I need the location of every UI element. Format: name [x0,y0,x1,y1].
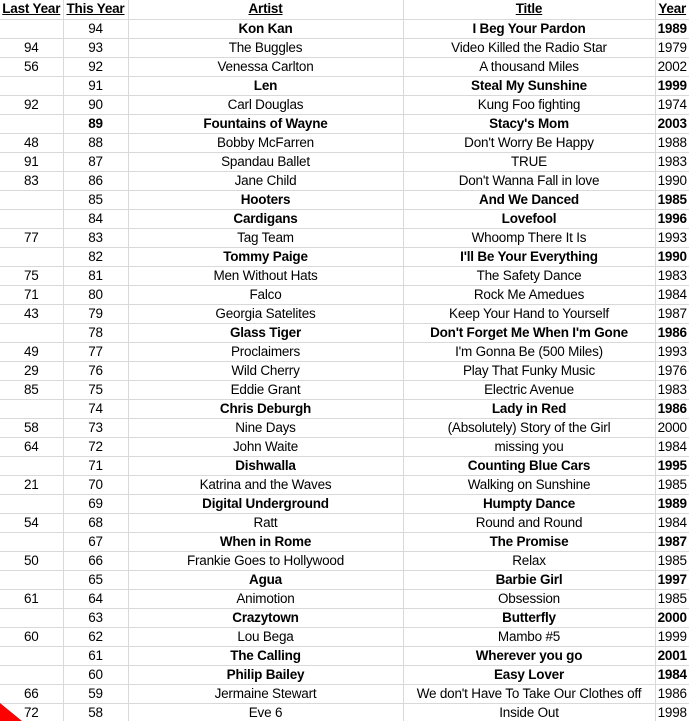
table-row [0,456,689,475]
cell-year[interactable]: 1999 [655,76,689,95]
cell-year[interactable]: 1987 [655,304,689,323]
cell-title[interactable]: missing you [403,437,655,456]
table-row [0,608,689,627]
table-row [0,171,689,190]
cell-last_year[interactable]: 83 [0,171,63,190]
cell-this_year[interactable]: 87 [63,152,128,171]
cell-title[interactable]: Keep Your Hand to Yourself [403,304,655,323]
cell-last_year[interactable] [0,19,63,38]
col-header-this-year[interactable]: This Year [63,0,128,19]
cell-title[interactable]: And We Danced [403,190,655,209]
cell-title[interactable]: Kung Foo fighting [403,95,655,114]
cell-this_year[interactable]: 78 [63,323,128,342]
cell-last_year[interactable] [0,608,63,627]
cell-year[interactable]: 1985 [655,190,689,209]
table-row [0,399,689,418]
cell-artist[interactable]: Hooters [128,190,403,209]
cell-artist[interactable]: Chris Deburgh [128,399,403,418]
cell-title[interactable]: The Safety Dance [403,266,655,285]
cell-year[interactable]: 1983 [655,380,689,399]
cell-this_year[interactable]: 91 [63,76,128,95]
cell-artist[interactable]: Spandau Ballet [128,152,403,171]
table-row [0,76,689,95]
table-row [0,285,689,304]
table-row [0,247,689,266]
cell-title[interactable]: Humpty Dance [403,494,655,513]
cell-year[interactable]: 1985 [655,589,689,608]
cell-title[interactable]: TRUE [403,152,655,171]
cell-year[interactable]: 1986 [655,399,689,418]
cell-last_year[interactable]: 77 [0,228,63,247]
cell-year[interactable]: 1984 [655,285,689,304]
cell-last_year[interactable] [0,209,63,228]
cell-artist[interactable]: Ratt [128,513,403,532]
cell-artist[interactable]: Bobby McFarren [128,133,403,152]
cell-title[interactable]: Steal My Sunshine [403,76,655,95]
table-row [0,437,689,456]
cell-this_year[interactable]: 94 [63,19,128,38]
table-row [0,38,689,57]
cell-artist[interactable]: Tommy Paige [128,247,403,266]
cell-last_year[interactable]: 64 [0,437,63,456]
cell-this_year[interactable]: 81 [63,266,128,285]
cell-year[interactable]: 1989 [655,19,689,38]
cell-last_year[interactable]: 58 [0,418,63,437]
cell-artist[interactable]: Animotion [128,589,403,608]
cell-artist[interactable]: Carl Douglas [128,95,403,114]
cell-this_year[interactable]: 89 [63,114,128,133]
cell-last_year[interactable]: 56 [0,57,63,76]
cell-year[interactable]: 1983 [655,152,689,171]
cell-this_year[interactable]: 75 [63,380,128,399]
cell-this_year[interactable]: 93 [63,38,128,57]
cell-this_year[interactable]: 90 [63,95,128,114]
cell-this_year[interactable]: 69 [63,494,128,513]
cell-title[interactable]: Easy Lover [403,665,655,684]
table-row [0,627,689,646]
cell-artist[interactable]: Dishwalla [128,456,403,475]
cell-artist[interactable]: Lou Bega [128,627,403,646]
cell-year[interactable]: 1976 [655,361,689,380]
cell-year[interactable]: 1998 [655,703,689,721]
cell-year[interactable]: 1986 [655,323,689,342]
cell-this_year[interactable]: 70 [63,475,128,494]
cell-title[interactable]: Lovefool [403,209,655,228]
cell-title[interactable]: (Absolutely) Story of the Girl [403,418,655,437]
cell-title[interactable]: Whoomp There It Is [403,228,655,247]
cell-artist[interactable]: The Calling [128,646,403,665]
cell-year[interactable]: 1996 [655,209,689,228]
cell-year[interactable]: 1983 [655,266,689,285]
cell-artist[interactable]: Eddie Grant [128,380,403,399]
cell-title[interactable]: Lady in Red [403,399,655,418]
table-row [0,589,689,608]
col-header-artist[interactable]: Artist [128,0,403,19]
cell-artist[interactable]: Philip Bailey [128,665,403,684]
cell-title[interactable]: Don't Forget Me When I'm Gone [403,323,655,342]
cell-year[interactable]: 1990 [655,171,689,190]
cell-this_year[interactable]: 80 [63,285,128,304]
table-row [0,551,689,570]
cell-last_year[interactable]: 91 [0,152,63,171]
cell-title[interactable]: The Promise [403,532,655,551]
cell-last_year[interactable] [0,76,63,95]
cell-this_year[interactable]: 61 [63,646,128,665]
cell-year[interactable]: 1974 [655,95,689,114]
cell-last_year[interactable] [0,247,63,266]
table-row [0,152,689,171]
cell-year[interactable]: 1984 [655,665,689,684]
cell-last_year[interactable] [0,399,63,418]
cell-last_year[interactable] [0,570,63,589]
cell-artist[interactable]: Nine Days [128,418,403,437]
cell-this_year[interactable]: 74 [63,399,128,418]
cell-this_year[interactable]: 68 [63,513,128,532]
cell-last_year[interactable]: 48 [0,133,63,152]
cell-this_year[interactable]: 85 [63,190,128,209]
cell-title[interactable]: A thousand Miles [403,57,655,76]
cell-this_year[interactable]: 84 [63,209,128,228]
cell-title[interactable]: We don't Have To Take Our Clothes off [403,684,655,703]
cell-year[interactable]: 1984 [655,437,689,456]
cell-artist[interactable]: Jermaine Stewart [128,684,403,703]
cell-artist[interactable]: Cardigans [128,209,403,228]
cell-title[interactable]: Inside Out [403,703,655,721]
cell-this_year[interactable]: 77 [63,342,128,361]
cell-last_year[interactable] [0,323,63,342]
cell-year[interactable]: 1984 [655,513,689,532]
cell-artist[interactable]: Men Without Hats [128,266,403,285]
cell-last_year[interactable]: 60 [0,627,63,646]
cell-this_year[interactable]: 62 [63,627,128,646]
cell-title[interactable]: Rock Me Amedues [403,285,655,304]
cell-this_year[interactable]: 83 [63,228,128,247]
cell-last_year[interactable]: 54 [0,513,63,532]
col-header-title[interactable]: Title [403,0,655,19]
cell-title[interactable]: Play That Funky Music [403,361,655,380]
cell-this_year[interactable]: 72 [63,437,128,456]
cell-title[interactable]: Video Killed the Radio Star [403,38,655,57]
table-row [0,342,689,361]
cell-title[interactable]: Barbie Girl [403,570,655,589]
table-row [0,114,689,133]
cell-artist[interactable]: Len [128,76,403,95]
cell-last_year[interactable] [0,456,63,475]
cell-last_year[interactable]: 50 [0,551,63,570]
cell-last_year[interactable] [0,646,63,665]
cell-artist[interactable]: Frankie Goes to Hollywood [128,551,403,570]
cell-this_year[interactable]: 82 [63,247,128,266]
header-row [0,0,689,19]
table-row [0,703,689,721]
cell-title[interactable]: Mambo #5 [403,627,655,646]
cell-last_year[interactable]: 29 [0,361,63,380]
cell-year[interactable]: 2003 [655,114,689,133]
cell-last_year[interactable]: 85 [0,380,63,399]
table-row [0,323,689,342]
table-row [0,665,689,684]
cell-title[interactable]: Round and Round [403,513,655,532]
cell-title[interactable]: Walking on Sunshine [403,475,655,494]
cell-artist[interactable]: Glass Tiger [128,323,403,342]
cell-this_year[interactable]: 60 [63,665,128,684]
cell-title[interactable]: Electric Avenue [403,380,655,399]
cell-last_year[interactable]: 94 [0,38,63,57]
cell-title[interactable]: I'm Gonna Be (500 Miles) [403,342,655,361]
cell-year[interactable]: 1979 [655,38,689,57]
cell-this_year[interactable]: 65 [63,570,128,589]
table-row [0,57,689,76]
cell-artist[interactable]: Wild Cherry [128,361,403,380]
cell-year[interactable]: 1986 [655,684,689,703]
cell-this_year[interactable]: 67 [63,532,128,551]
cell-year[interactable]: 1989 [655,494,689,513]
cell-last_year[interactable] [0,190,63,209]
table-row [0,228,689,247]
cell-last_year[interactable]: 66 [0,684,63,703]
cell-last_year[interactable]: 49 [0,342,63,361]
cell-this_year[interactable]: 59 [63,684,128,703]
table-row [0,19,689,38]
cell-title[interactable]: Wherever you go [403,646,655,665]
cell-artist[interactable]: Digital Underground [128,494,403,513]
cell-last_year[interactable]: 72 [0,703,63,721]
cell-year[interactable]: 1985 [655,475,689,494]
cell-title[interactable]: Don't Wanna Fall in love [403,171,655,190]
cell-last_year[interactable] [0,532,63,551]
cell-title[interactable]: Stacy's Mom [403,114,655,133]
cell-last_year[interactable] [0,114,63,133]
cell-last_year[interactable]: 61 [0,589,63,608]
cell-this_year[interactable]: 66 [63,551,128,570]
cell-year[interactable]: 1990 [655,247,689,266]
table-row [0,513,689,532]
cell-year[interactable]: 1993 [655,228,689,247]
cell-artist[interactable]: Georgia Satelites [128,304,403,323]
cell-title[interactable]: Counting Blue Cars [403,456,655,475]
cell-artist[interactable]: Eve 6 [128,703,403,721]
table-row [0,646,689,665]
cell-this_year[interactable]: 92 [63,57,128,76]
cell-year[interactable]: 1993 [655,342,689,361]
cell-year[interactable]: 1988 [655,133,689,152]
cell-year[interactable]: 1985 [655,551,689,570]
cell-year[interactable]: 2001 [655,646,689,665]
cell-this_year[interactable]: 73 [63,418,128,437]
cell-title[interactable]: I'll Be Your Everything [403,247,655,266]
cell-last_year[interactable]: 43 [0,304,63,323]
table-row [0,532,689,551]
table-row [0,361,689,380]
table-row [0,418,689,437]
cell-this_year[interactable]: 63 [63,608,128,627]
cell-artist[interactable]: Proclaimers [128,342,403,361]
cell-year[interactable]: 2000 [655,608,689,627]
cell-this_year[interactable]: 86 [63,171,128,190]
cell-artist[interactable]: Venessa Carlton [128,57,403,76]
cell-artist[interactable]: Crazytown [128,608,403,627]
cell-artist[interactable]: Jane Child [128,171,403,190]
cell-artist[interactable]: The Buggles [128,38,403,57]
cell-title[interactable]: Obsession [403,589,655,608]
cell-last_year[interactable] [0,494,63,513]
table-row [0,266,689,285]
table-row [0,570,689,589]
cell-artist[interactable]: Katrina and the Waves [128,475,403,494]
cell-artist[interactable]: John Waite [128,437,403,456]
cell-title[interactable]: Don't Worry Be Happy [403,133,655,152]
table-row [0,475,689,494]
cell-this_year[interactable]: 79 [63,304,128,323]
col-header-last-year[interactable]: Last Year [0,0,63,19]
table-row [0,209,689,228]
cell-title[interactable]: Butterfly [403,608,655,627]
cell-last_year[interactable]: 75 [0,266,63,285]
table-row [0,684,689,703]
cell-year[interactable]: 1997 [655,570,689,589]
table-row [0,304,689,323]
cell-year[interactable]: 2002 [655,57,689,76]
cell-this_year[interactable]: 88 [63,133,128,152]
cell-last_year[interactable] [0,665,63,684]
table-body [0,19,689,721]
cell-artist[interactable]: Agua [128,570,403,589]
cell-year[interactable]: 2000 [655,418,689,437]
cell-year[interactable]: 1999 [655,627,689,646]
cell-year[interactable]: 1987 [655,532,689,551]
cell-artist[interactable]: Falco [128,285,403,304]
cell-artist[interactable]: When in Rome [128,532,403,551]
table-row [0,133,689,152]
col-header-year[interactable]: Year [655,0,689,19]
table-row [0,190,689,209]
cell-last_year[interactable]: 21 [0,475,63,494]
table-row [0,380,689,399]
cell-this_year[interactable]: 64 [63,589,128,608]
cell-title[interactable]: Relax [403,551,655,570]
cell-this_year[interactable]: 76 [63,361,128,380]
table-row [0,494,689,513]
cell-this_year[interactable]: 58 [63,703,128,721]
cell-artist[interactable]: Kon Kan [128,19,403,38]
cell-year[interactable]: 1995 [655,456,689,475]
cell-title[interactable]: I Beg Your Pardon [403,19,655,38]
cell-this_year[interactable]: 71 [63,456,128,475]
cell-last_year[interactable]: 71 [0,285,63,304]
cell-artist[interactable]: Tag Team [128,228,403,247]
table-row [0,95,689,114]
cell-artist[interactable]: Fountains of Wayne [128,114,403,133]
cell-last_year[interactable]: 92 [0,95,63,114]
